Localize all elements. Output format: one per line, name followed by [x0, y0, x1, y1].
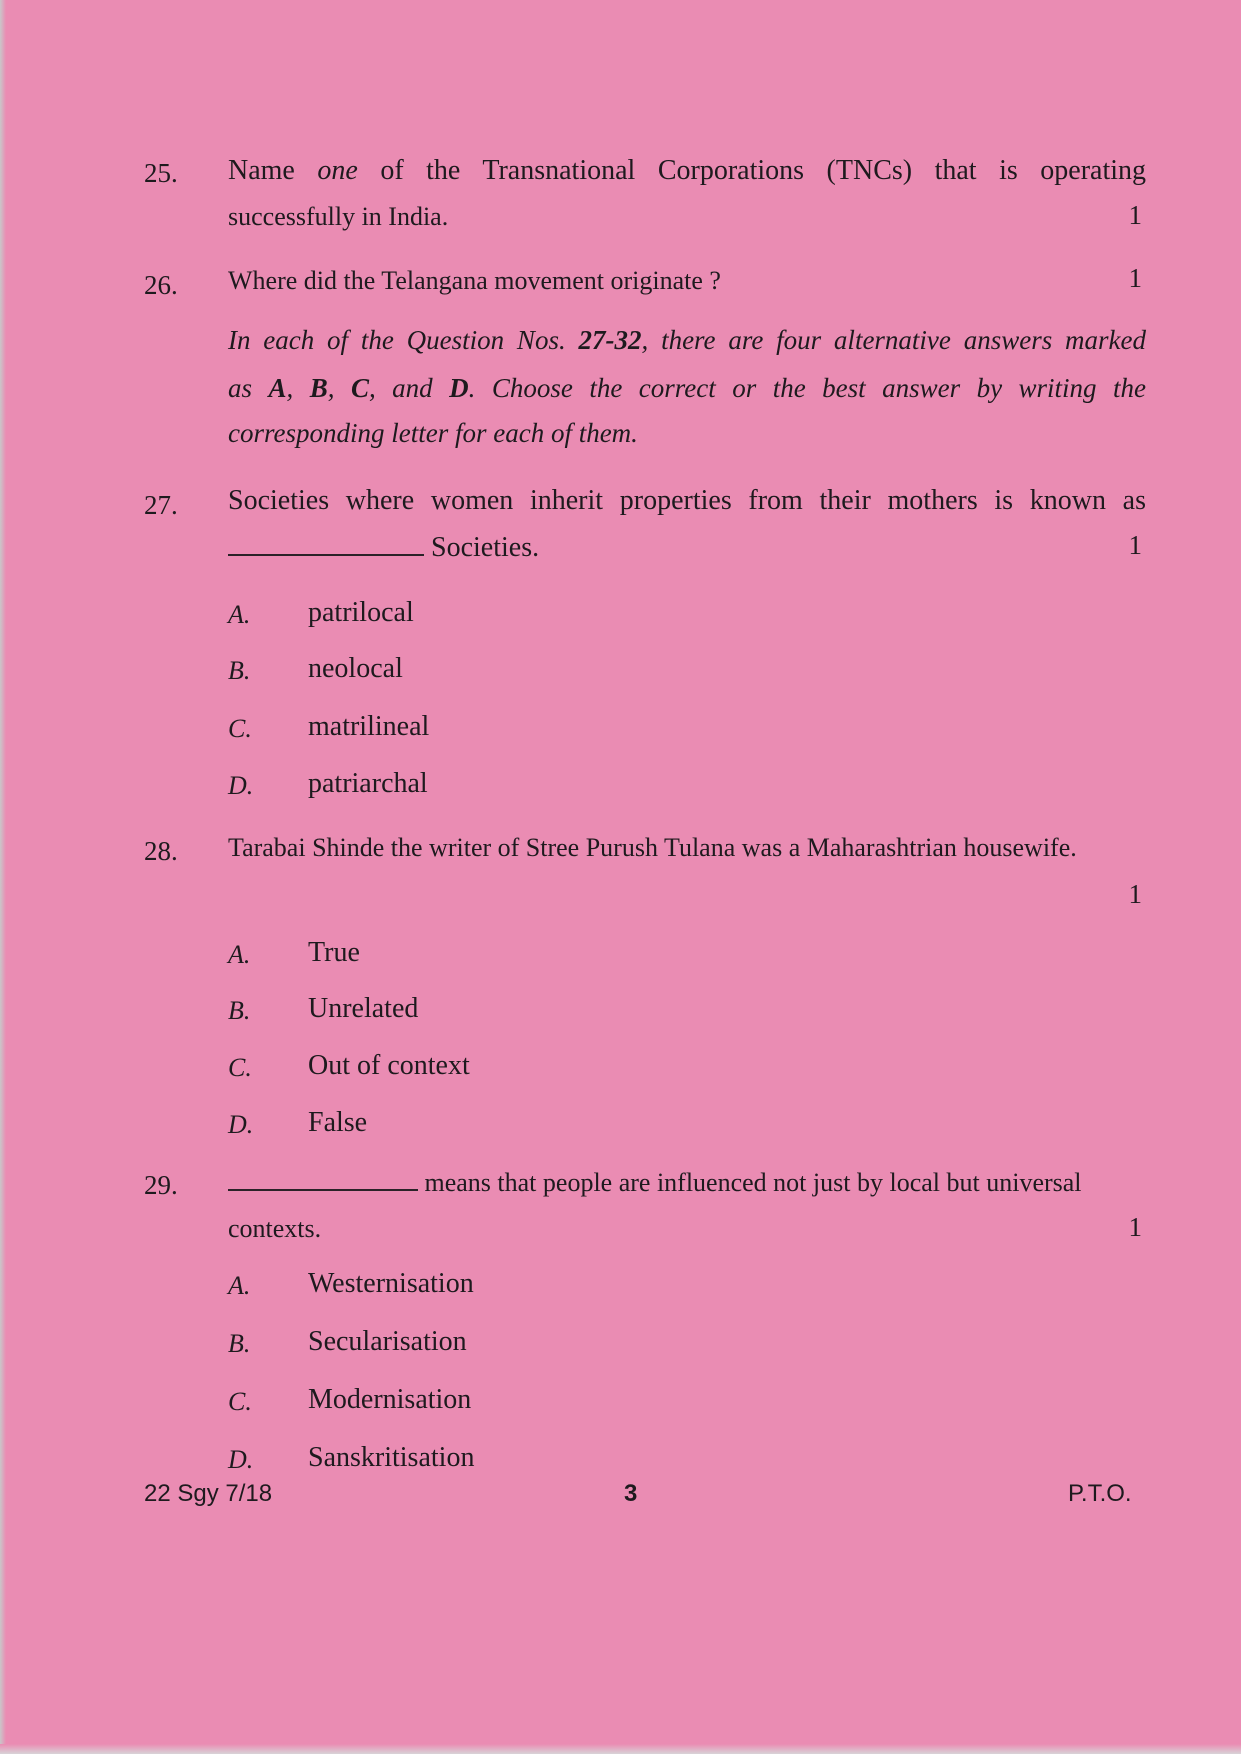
bold-text: C	[350, 373, 369, 403]
option-letter-a: A.	[228, 600, 251, 629]
question-number: 25.	[144, 158, 178, 188]
bold-text: A	[268, 373, 287, 403]
instruction-line-3: corresponding letter for each of them.	[228, 418, 638, 448]
question-text-line-2: contexts.	[228, 1214, 322, 1243]
bold-text: 27-32	[578, 325, 642, 355]
question-number: 27.	[144, 490, 178, 520]
option-text-c: Out of context	[308, 1050, 470, 1081]
option-letter-d: D.	[228, 771, 254, 800]
please-turn-over: P.T.O.	[1068, 1480, 1132, 1507]
marks-value: 1	[1128, 530, 1142, 560]
bold-text: D	[449, 373, 469, 403]
option-text-a: True	[308, 937, 360, 968]
marks-value: 1	[1128, 879, 1142, 909]
option-letter-a: A.	[228, 1271, 251, 1300]
question-text-line-1: Societies where women inherit properties from their mothers is known as	[228, 485, 1146, 516]
page-number: 3	[624, 1480, 638, 1507]
option-text-b: Secularisation	[308, 1326, 467, 1357]
option-letter-a: A.	[228, 940, 251, 969]
question-text: Tarabai Shinde the writer of Stree Purush Tulana was a Maharashtrian housewife.	[228, 833, 1077, 862]
paper-code: 22 Sgy 7/18	[144, 1480, 273, 1507]
question-number: 29.	[144, 1170, 178, 1200]
instruction-line-2	[228, 375, 1146, 402]
option-letter-b: B.	[228, 1329, 251, 1358]
text-segment: , there are four alternative answers marked	[641, 325, 1146, 355]
question-number: 28.	[144, 836, 178, 866]
option-text-a: patrilocal	[308, 597, 414, 628]
text-segment: . Choose the correct or the best answer by writing the	[468, 373, 1147, 403]
option-text-b: Unrelated	[308, 993, 419, 1024]
marks-value: 1	[1128, 1212, 1142, 1242]
option-letter-d: D.	[228, 1110, 254, 1139]
emphasis-text: one	[317, 155, 358, 186]
text-segment: , and	[368, 373, 450, 403]
text-segment: means that people are influenced not just by local but universal	[424, 1168, 1082, 1197]
option-text-c: matrilineal	[308, 711, 430, 742]
text-segment: as	[228, 373, 269, 403]
question-text-line-2: successfully in India.	[228, 202, 449, 231]
option-letter-c: C.	[228, 714, 252, 743]
paper-edge-left	[0, 0, 6, 1754]
option-letter-b: B.	[228, 996, 251, 1025]
text-segment: of the Transnational Corporations (TNCs) that is operating	[357, 155, 1147, 186]
question-text-line-2	[228, 532, 1146, 564]
bold-text: B	[309, 373, 328, 403]
text-segment: Name	[228, 155, 318, 186]
question-text-line-1	[228, 155, 1146, 187]
option-letter-d: D.	[228, 1445, 254, 1474]
option-text-d: patriarchal	[308, 768, 428, 799]
question-text: Where did the Telangana movement originate ?	[228, 266, 721, 295]
option-letter-c: C.	[228, 1053, 252, 1082]
option-text-a: Westernisation	[308, 1268, 474, 1299]
instruction-line-1	[228, 327, 1146, 354]
answer-blank	[228, 532, 424, 556]
paper-edge-bottom	[0, 1744, 1241, 1754]
text-segment: ,	[327, 373, 351, 403]
option-text-c: Modernisation	[308, 1384, 472, 1415]
text-segment: Societies.	[431, 532, 540, 563]
question-number: 26.	[144, 270, 178, 300]
marks-value: 1	[1128, 263, 1142, 293]
option-letter-c: C.	[228, 1387, 252, 1416]
text-segment: In each of the Question Nos.	[228, 325, 579, 355]
option-text-b: neolocal	[308, 653, 403, 684]
answer-blank	[228, 1167, 418, 1191]
option-text-d: Sanskritisation	[308, 1442, 475, 1473]
marks-value: 1	[1128, 200, 1142, 230]
option-text-d: False	[308, 1107, 368, 1138]
option-letter-b: B.	[228, 656, 251, 685]
question-text-line-1	[228, 1167, 1146, 1198]
text-segment: ,	[286, 373, 310, 403]
